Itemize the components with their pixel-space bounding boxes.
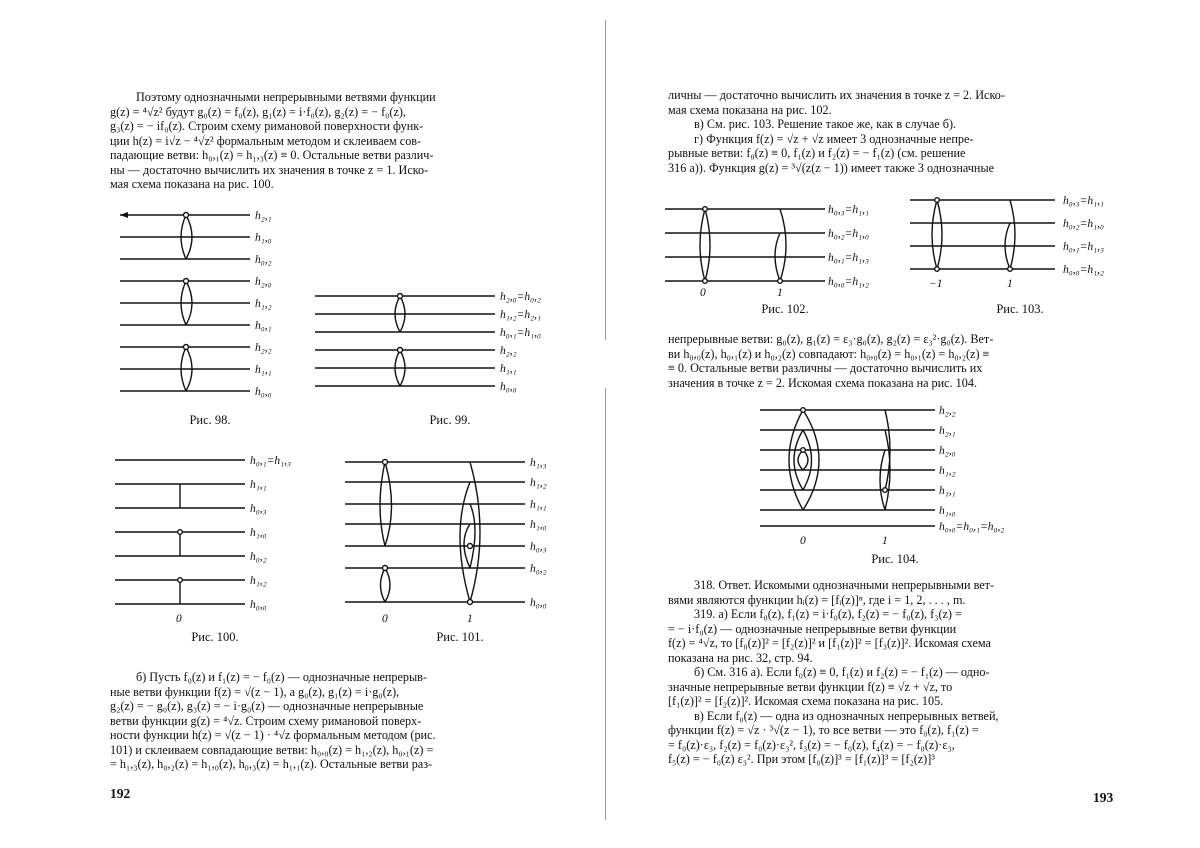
cycle-arc — [937, 200, 942, 269]
branch-label: h₂,₁ — [255, 210, 272, 222]
text-line: Поэтому однозначными непрерывными ветвями функции — [136, 90, 436, 104]
branch-point — [703, 207, 708, 212]
figure-103 — [905, 190, 1145, 295]
text-line: личны — достаточно вычислить их значения в точке z = 2. Иско- — [668, 88, 1005, 102]
right-top-paragraph — [668, 88, 1116, 175]
text-line: 319. а) Если f₀(z), f₁(z) = i·f₀(z), f₂(z) = − f₀(z), f₃(z) = — [694, 607, 962, 621]
text-line: рывные ветви: f₀(z) ≡ 0, f₁(z) и f₂(z) = − f₁(z) (см. решение — [668, 146, 966, 160]
axis-label: 0 — [382, 613, 388, 625]
figure-100-caption: Рис. 100. — [191, 630, 239, 644]
branch-label: h₀,₂ — [530, 563, 547, 575]
figure-104-caption: Рис. 104. — [871, 552, 919, 566]
cycle-arc — [385, 568, 390, 602]
cycle-arc — [470, 504, 475, 568]
branch-point — [383, 460, 388, 465]
text-line: g₃(z) = − if₀(z). Строим схему римановой поверхности функ- — [110, 119, 424, 133]
text-line: ции h(z) = i√z − ⁴√z² формальным методом и склеиваем сов- — [110, 133, 422, 148]
arrow-head — [120, 212, 128, 218]
text-line: мая схема показана на рис. 102. — [668, 102, 832, 117]
axis-label: 1 — [882, 535, 888, 547]
branch-label: h₀,₂=h₁,₀ — [828, 228, 870, 240]
text-line: значения в точке z = 2. Искомая схема показана на рис. 104. — [668, 375, 977, 390]
text-line: б) Пусть f₀(z) и f₁(z) = − f₀(z) — однозначные непрерыв- — [136, 670, 427, 684]
cycle-arc — [460, 482, 470, 602]
branch-point — [398, 348, 403, 353]
branch-label: h₁,₀ — [250, 527, 267, 539]
text-line: = h₁,₃(z), h₀,₂(z) = h₁,₀(z), h₀,₃(z) = h₁,₁(z). Остальные ветви раз- — [110, 757, 433, 771]
figure-103-caption: Рис. 103. — [996, 302, 1044, 316]
branch-point — [703, 279, 708, 284]
left-bottom-paragraph — [110, 670, 558, 772]
text-line: ветви функции g(z) = ⁴√z. Строим схему римановой поверх- — [110, 713, 422, 728]
text-line: ные ветви функции f(z) = √(z − 1), а g₀(z), g₁(z) = i·g₀(z), — [110, 684, 400, 699]
branch-label: h₀,₀ — [255, 386, 272, 398]
branch-label: h₂,₀ — [255, 276, 272, 288]
branch-label: h₀,₁ — [255, 320, 272, 332]
text-line: вями являются функции hᵢ(z) = [fᵢ(z)]ⁿ, где i = 1, 2, . . . , m. — [668, 592, 966, 607]
branch-label: h₀,₁=h₁,₀ — [500, 327, 542, 339]
text-line: б) См. 316 а). Если f₀(z) ≡ 0, f₁(z) и f₂(z) = − f₁(z) — одно- — [694, 665, 990, 679]
branch-label: h₀,₀ — [250, 599, 267, 611]
branch-label: h₀,₀=h₁,₂ — [828, 276, 870, 288]
branch-label: h₂,₂ — [255, 342, 272, 354]
figure-102 — [660, 195, 900, 300]
branch-label: h₁,₀ — [255, 232, 272, 244]
branch-point — [383, 566, 388, 571]
branch-point — [468, 600, 473, 605]
branch-label: h₁,₃ — [530, 457, 547, 469]
branch-label: h₁,₀ — [939, 505, 956, 517]
figure-98-caption: Рис. 98. — [189, 413, 231, 427]
text-line: = − i·f₀(z) — однозначные непрерывные ветви функции — [668, 621, 957, 636]
axis-label: 0 — [176, 613, 182, 625]
text-line: 101) и склеиваем совпадающие ветви: h₀,₀(z) = h₁,₂(z), h₀,₁(z) = — [110, 742, 434, 757]
text-line: г) Функция f(z) = √z + √z имеет 3 однозначные непре- — [694, 131, 974, 146]
branch-label: h₀,₁=h₁,₃ — [828, 252, 870, 264]
right-page — [600, 0, 1200, 848]
branch-label: h₀,₀ — [500, 381, 517, 393]
figure-102-caption: Рис. 102. — [761, 302, 809, 316]
branch-label: h₁,₂ — [250, 575, 267, 587]
branch-point — [178, 530, 183, 535]
text-line: 316 а)). Функция g(z) = ³√(z(z − 1)) имеет также 3 однозначные — [668, 160, 995, 175]
cycle-arc — [789, 410, 803, 510]
branch-label: h₁,₀ — [530, 519, 547, 531]
branch-point — [935, 198, 940, 203]
cycle-arc — [932, 200, 937, 269]
axis-label: −1 — [929, 278, 943, 290]
text-line: g₂(z) = − g₀(z), g₃(z) = − i·g₀(z) — однозначные непрерывные — [110, 699, 424, 713]
axis-label: 0 — [800, 535, 806, 547]
axis-label: 1 — [467, 613, 473, 625]
branch-label: h₂,₀=h₀,₂ — [500, 291, 542, 303]
branch-point — [178, 578, 183, 583]
branch-point — [935, 267, 940, 272]
text-line: показана на рис. 32, стр. 94. — [668, 650, 813, 665]
text-line: значные непрерывные ветви функции f(z) ≡ √z + √z, то — [668, 679, 953, 694]
axis-label: 1 — [777, 287, 783, 299]
cycle-arc — [700, 209, 705, 281]
branch-label: h₂,₂ — [939, 405, 956, 417]
cycle-arc — [803, 450, 808, 470]
branch-point — [398, 294, 403, 299]
branch-point — [468, 544, 473, 549]
text-line: непрерывные ветви: g₀(z), g₁(z) = ε₃·g₀(z), g₂(z) = ε₃²·g₀(z). Вет- — [668, 332, 994, 346]
cycle-arc — [803, 430, 812, 490]
branch-label: h₀,₁=h₁,₃ — [250, 455, 292, 467]
branch-point — [801, 408, 806, 413]
axis-label: 1 — [1007, 278, 1013, 290]
branch-label: h₁,₂ — [255, 298, 272, 310]
branch-point — [883, 488, 888, 493]
text-line: функции f(z) = √z · ³√(z − 1), то все ветви — это f₀(z), f₁(z) = — [668, 723, 979, 737]
branch-label: h₀,₀=h₁,₂ — [1063, 264, 1105, 276]
branch-label: h₁,₂ — [939, 465, 956, 477]
text-line: 318. Ответ. Искомыми однозначными непрерывными вет- — [694, 578, 995, 592]
figure-99-caption: Рис. 99. — [429, 413, 471, 427]
text-line: = f₀(z)·ε₃, f₂(z) = f₀(z)·ε₃², f₃(z) = − f₀(z), f₄(z) = − f₀(z)·ε₃, — [668, 737, 955, 752]
right-mid-paragraph — [668, 332, 1116, 390]
branch-label: h₁,₁ — [500, 363, 517, 375]
branch-label: h₁,₂ — [530, 477, 547, 489]
page-number: 192 — [110, 786, 131, 801]
cycle-arc — [880, 450, 885, 510]
text-line: в) Если f₀(z) — одна из однозначных непрерывных ветвей, — [694, 708, 999, 723]
cycle-arc — [798, 450, 803, 470]
branch-label: h₀,₁=h₁,₃ — [1063, 241, 1105, 253]
branch-label: h₀,₂ — [255, 254, 272, 266]
text-line: ≡ 0. Остальные ветви различны — достаточно вычислить их — [668, 361, 983, 375]
branch-label: h₁,₁ — [255, 364, 272, 376]
branch-label: h₁,₂=h₂,₁ — [500, 309, 542, 321]
text-line: ности функции h(z) = √(z − 1) · ⁴√z формальным методом (рис. — [110, 728, 436, 742]
figure-100 — [110, 452, 320, 627]
cycle-arc — [1010, 200, 1015, 269]
figure-99 — [310, 288, 560, 408]
branch-label: h₀,₀ — [530, 597, 547, 609]
branch-label: h₂,₂ — [500, 345, 517, 357]
cycle-arc — [381, 568, 386, 602]
branch-point — [184, 345, 189, 350]
branch-label: h₀,₃=h₁,₁ — [828, 204, 870, 216]
branch-label: h₁,₁ — [250, 479, 267, 491]
cycle-arc — [780, 209, 786, 281]
cycle-arc — [705, 209, 710, 281]
text-line: f₅(z) = − f₀(z) ε₃². При этом [f₀(z)]³ = [f₁(z)]³ = [f₂(z)]³ — [668, 752, 935, 766]
text-line: падающие ветви: h₀,₁(z) = h₁,₃(z) ≡ 0. Остальные ветви различ- — [110, 148, 434, 162]
branch-label: h₁,₁ — [939, 485, 956, 497]
figure-101 — [340, 452, 570, 627]
branch-point — [1008, 267, 1013, 272]
text-line: [f₁(z)]² = [f₂(z)]². Искомая схема показана на рис. 105. — [668, 694, 944, 708]
text-line: в) См. рис. 103. Решение такое же, как в случае б). — [694, 117, 957, 131]
figure-98 — [110, 205, 310, 405]
branch-point — [184, 279, 189, 284]
branch-point — [801, 448, 806, 453]
text-line: ви h₀,₀(z), h₀,₁(z) и h₀,₂(z) совпадают: h₀,₀(z) = h₀,₁(z) = h₀,₂(z) ≡ — [668, 346, 990, 361]
left-top-paragraph — [110, 90, 558, 192]
figure-101-caption: Рис. 101. — [436, 630, 484, 644]
text-line: g(z) = ⁴√z² будут g₀(z) = f₀(z), g₁(z) = i·f₀(z), g₂(z) = − f₀(z), — [110, 104, 406, 119]
branch-point — [184, 213, 189, 218]
branch-label: h₀,₀=h₀,₁=h₀,₂ — [939, 521, 1005, 533]
branch-label: h₀,₂ — [250, 551, 267, 563]
branch-label: h₀,₂=h₁,₀ — [1063, 218, 1105, 230]
text-line: f(z) = ⁴√z, то [f₀(z)]² = [f₂(z)]² и [f₁(z)]² = [f₃(z)]². Искомая схема — [668, 636, 991, 650]
branch-label: h₀,₃ — [530, 541, 547, 553]
branch-label: h₀,₃=h₁,₁ — [1063, 195, 1105, 207]
text-line: ны — достаточно вычислить их значения в точке z = 1. Иско- — [110, 162, 429, 177]
right-bottom-paragraph — [668, 578, 1116, 767]
figure-104 — [755, 400, 1055, 548]
branch-point — [778, 279, 783, 284]
branch-label: h₂,₁ — [939, 425, 956, 437]
branch-label: h₀,₃ — [250, 503, 267, 515]
text-line: мая схема показана на рис. 100. — [110, 177, 274, 191]
branch-label: h₁,₁ — [530, 499, 547, 511]
page-number: 193 — [1093, 790, 1114, 805]
axis-label: 0 — [700, 287, 706, 299]
branch-label: h₂,₀ — [939, 445, 956, 457]
